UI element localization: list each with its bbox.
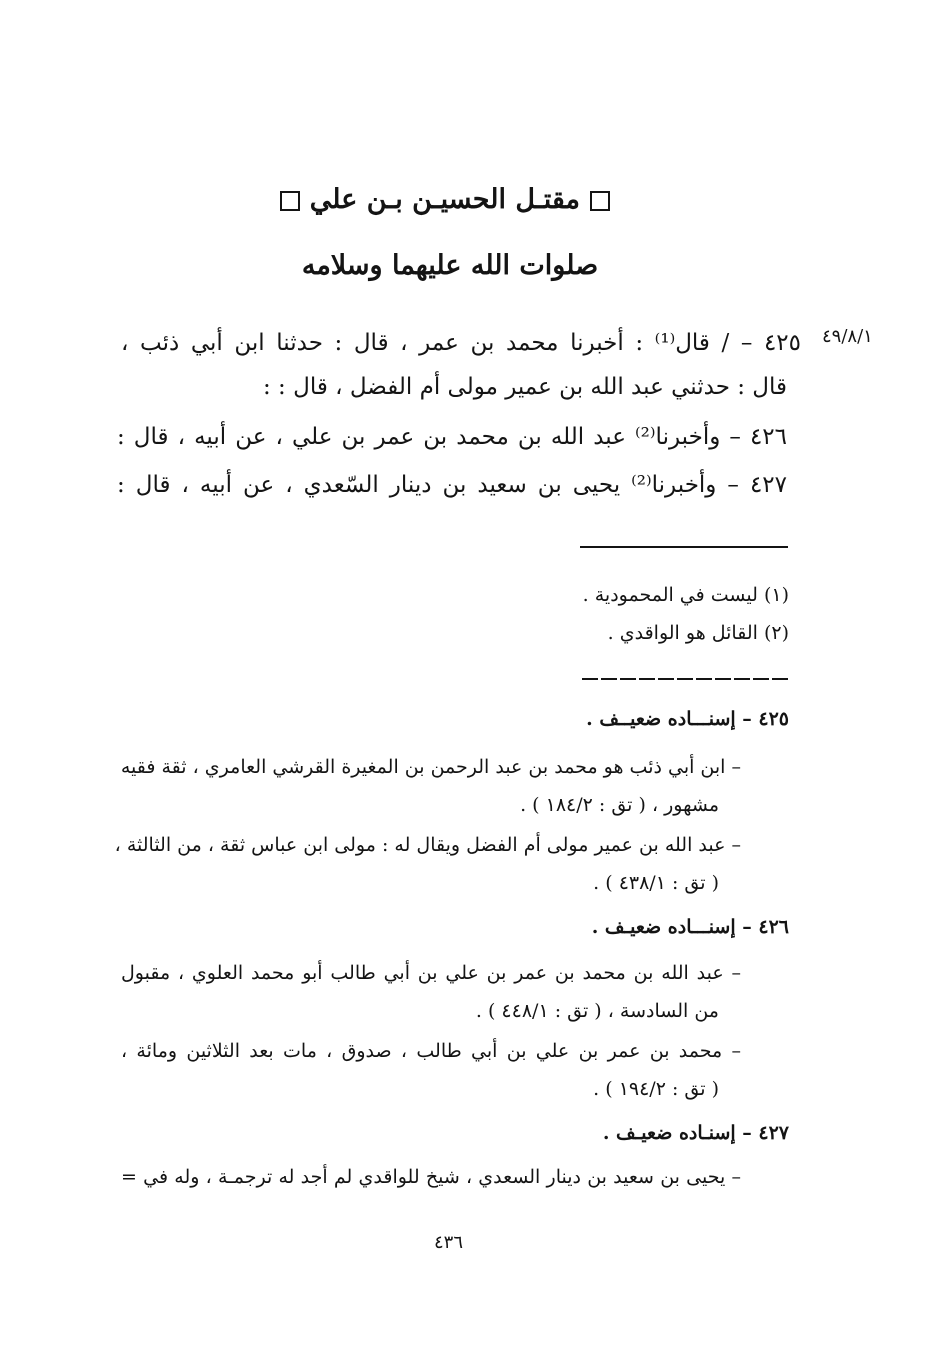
commentary-heading: ٤٢٦ – إسنـــاده ضعيـف . [591, 916, 789, 938]
page-number: ٤٣٦ [434, 1232, 464, 1253]
margin-reference: ٤٩/٨/١ [822, 326, 873, 347]
commentary-heading: ٤٢٧ – إسنـاده ضعيـف . [602, 1122, 789, 1144]
chapter-subtitle: صلوات الله عليهما وسلامه [301, 250, 599, 281]
commentary-line: – ابن أبي ذئب هو محمد بن عبد الرحمن بن المغيرة القرشي العامري ، ثقة فقيه [120, 756, 741, 778]
main-line: قال : حدثني عبد الله بن عمير مولى أم الفضل ، قال : : [263, 374, 787, 400]
commentary-line: – عبد الله بن عمير مولى أم الفضل ويقال له : مولى ابن عباس ثقة ، من الثالثة ، [114, 834, 741, 856]
chapter-title [280, 184, 620, 215]
commentary-line: من السادسة ، ( تق : ٤٤٨/١ ) . [475, 1000, 719, 1022]
commentary-line: – محمد بن عمر بن علي بن أبي طالب ، صدوق ، مات بعد الثلاثين ومائة ، [121, 1040, 741, 1062]
commentary-line: ( تق : ١٩٤/٢ ) . [593, 1078, 719, 1100]
commentary-line: مشهور ، ( تق : ١٨٤/٢ ) . [520, 794, 719, 816]
footnote-separator [580, 546, 788, 548]
main-line: ٤٢٥ – / قال⁽¹⁾ : أخبرنا محمد بن عمر ، قال : حدثنا ابن أبي ذئب ، [121, 330, 802, 356]
commentary-line: – يحيى بن سعيد بن دينار السعدي ، شيخ للواقدي لم أجد له ترجمـة ، وله في = [121, 1166, 741, 1188]
main-line: ٤٢٦ – وأخبرنا⁽²⁾ عبد الله بن محمد بن عمر بن علي ، عن أبيه ، قال : [117, 424, 787, 450]
footnote: (١) ليست في المحمودية . [582, 584, 789, 606]
commentary-heading: ٤٢٥ – إسنـــاده ضعيــف . [586, 708, 789, 730]
commentary-line: ( تق : ٤٣٨/١ ) . [593, 872, 719, 894]
footnote: (٢) القائل هو الواقدي . [607, 622, 789, 644]
main-line: ٤٢٧ – وأخبرنا⁽²⁾ يحيى بن سعيد بن دينار السّعدي ، عن أبيه ، قال : [117, 472, 787, 498]
commentary-separator [580, 678, 788, 680]
square-box-icon [280, 191, 300, 211]
chapter-title-text: مقتـل الحسيـن بـن علي [309, 184, 580, 215]
square-box-icon [590, 191, 610, 211]
commentary-line: – عبد الله بن محمد بن عمر بن علي بن أبي طالب أبو محمد العلوي ، مقبول [121, 962, 741, 984]
